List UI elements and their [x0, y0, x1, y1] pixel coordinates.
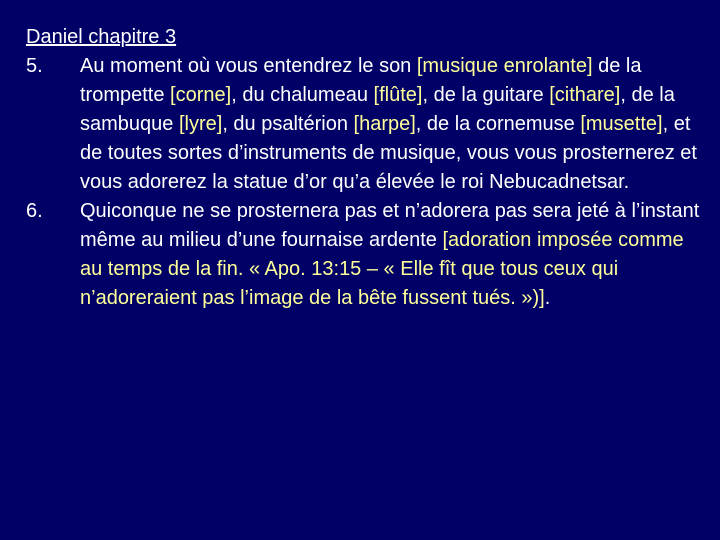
verse-text: [80, 52, 706, 197]
verse-segment: , et de toutes sortes d’instruments de musique, vous vous prosternerez et vous adorerez la statue d’or qu’a élevée le roi Nebucadnetsar.: [80, 113, 697, 193]
verse-annotation: [cithare]: [549, 84, 621, 106]
verse-segment: , du chalumeau: [231, 84, 374, 106]
verse-segment: .: [544, 287, 551, 309]
verse-text: [80, 197, 706, 313]
verse-list: [26, 52, 706, 313]
verse-annotation: [lyre]: [178, 113, 223, 135]
verse-annotation: [musique enrolante]: [416, 55, 593, 77]
verse-segment: de la trompette: [80, 55, 642, 106]
verse-segment: , de la cornemuse: [415, 113, 581, 135]
verse-annotation: [musette]: [580, 113, 663, 135]
slide-heading: Daniel chapitre 3: [26, 26, 177, 48]
verse-segment: , de la guitare: [422, 84, 550, 106]
verse-segment: , de la sambuque: [80, 84, 675, 135]
verse-6: [26, 197, 706, 313]
verse-segment: Au moment où vous entendrez le son: [80, 55, 417, 77]
verse-annotation: [adoration imposée comme au temps de la fin. « Apo. 13:15 – « Elle fît que tous ceux qui n’adoreraient pas l’image de la bête fussent tués. »)]: [80, 229, 684, 309]
verse-number: 5.: [26, 55, 43, 77]
verse-number: 6.: [26, 200, 43, 222]
verse-segment: , du psaltérion: [222, 113, 354, 135]
verse-5: [26, 52, 706, 197]
verse-annotation: [harpe]: [353, 113, 416, 135]
slide-content: [26, 23, 706, 313]
verse-annotation: [corne]: [170, 84, 232, 106]
verse-annotation: [flûte]: [373, 84, 423, 106]
verse-segment: Quiconque ne se prosternera pas et n’adorera pas sera jeté à l’instant même au milieu d’une fournaise ardente: [80, 200, 700, 251]
